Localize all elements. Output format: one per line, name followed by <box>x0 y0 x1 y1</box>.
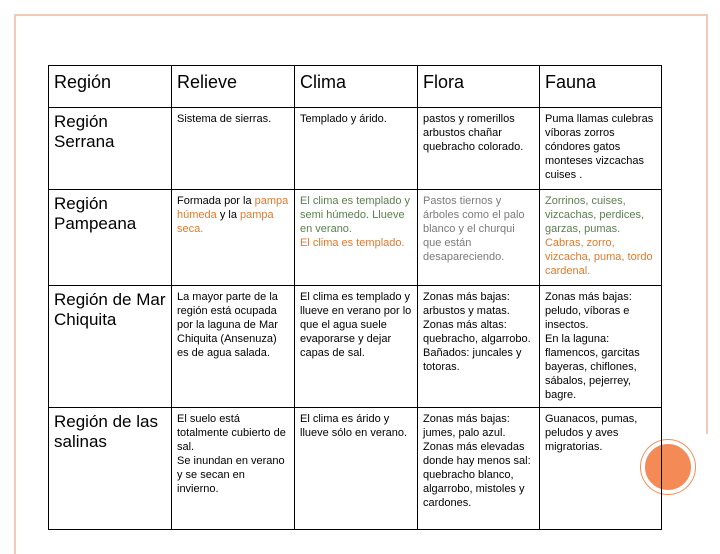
region-cell: Región Serrana <box>49 108 172 190</box>
fauna-text: En la laguna: flamencos, garcitas bayeras, chiflones, sábalos, pejerrey, bagre. <box>544 333 640 401</box>
regions-table <box>48 65 662 530</box>
table-header-row <box>49 66 662 108</box>
table-row <box>49 408 662 530</box>
clima-cell: El clima es árido y llueve sólo en verano. <box>295 408 418 530</box>
header-relieve: Relieve <box>172 66 295 108</box>
fauna-text: Cabras, zorro, vizcacha, puma, tordo cardenal. <box>544 237 653 277</box>
slide-frame-right <box>706 14 708 434</box>
region-cell: Región de Mar Chiquita <box>49 286 172 408</box>
header-fauna: Fauna <box>539 66 661 108</box>
fauna-cell: Guanacos, pumas, peludos y aves migratorias. <box>539 408 661 530</box>
fauna-text: Zonas más bajas: peludo, víboras e insectos. <box>544 291 632 331</box>
relieve-cell: La mayor parte de la región está ocupada por la laguna de Mar Chiquita (Ansenuza) es de agua salada. <box>172 286 295 408</box>
clima-cell: Templado y árido. <box>295 108 418 190</box>
relieve-highlight: pampa húmeda <box>177 195 289 221</box>
relieve-text: Formada por la <box>177 195 252 207</box>
flora-cell: Pastos tiernos y árboles como el palo blanco y el churqui que están desapareciendo. <box>418 190 540 286</box>
clima-cell: El clima es templado y llueve en verano por lo que el agua suele evaporarse y dejar capas de sal. <box>295 286 418 408</box>
fauna-cell <box>539 190 661 286</box>
region-cell: Región Pampeana <box>49 190 172 286</box>
table-row <box>49 286 662 408</box>
relieve-text: y la <box>216 209 237 221</box>
header-clima: Clima <box>295 66 418 108</box>
table-row <box>49 108 662 190</box>
flora-cell: pastos y romerillos arbustos chañar quebracho colorado. <box>418 108 540 190</box>
header-flora: Flora <box>418 66 540 108</box>
fauna-text: Zorrinos, cuises, vizcachas, perdices, garzas, pumas. <box>544 195 645 235</box>
relieve-cell <box>172 190 295 286</box>
relieve-highlight: pampa seca. <box>177 209 274 235</box>
flora-cell: Zonas más bajas: jumes, palo azul. Zonas más elevadas donde hay menos sal: quebracho blanco, algarrobo, mistoles y cardones. <box>418 408 540 530</box>
relieve-cell <box>172 408 295 530</box>
relieve-cell: Sistema de sierras. <box>172 108 295 190</box>
flora-cell: Zonas más bajas: arbustos y matas. Zonas más altas: quebracho, algarrobo. Bañados: juncales y totoras. <box>418 286 540 408</box>
relieve-text: El suelo está totalmente cubierto de sal. <box>177 413 286 453</box>
clima-text: El clima es templado y semi húmedo. Llueve en verano. <box>300 195 411 235</box>
relieve-text: Se inundan en verano y se secan en invierno. <box>177 455 285 495</box>
header-region: Región <box>49 66 172 108</box>
fauna-cell: Puma llamas culebras víboras zorros cóndores gatos monteses vizcachas cuises . <box>539 108 661 190</box>
region-cell: Región de las salinas <box>49 408 172 530</box>
fauna-cell <box>539 286 661 408</box>
clima-text: El clima es templado. <box>300 237 405 249</box>
clima-cell <box>295 190 418 286</box>
table-row <box>49 190 662 286</box>
